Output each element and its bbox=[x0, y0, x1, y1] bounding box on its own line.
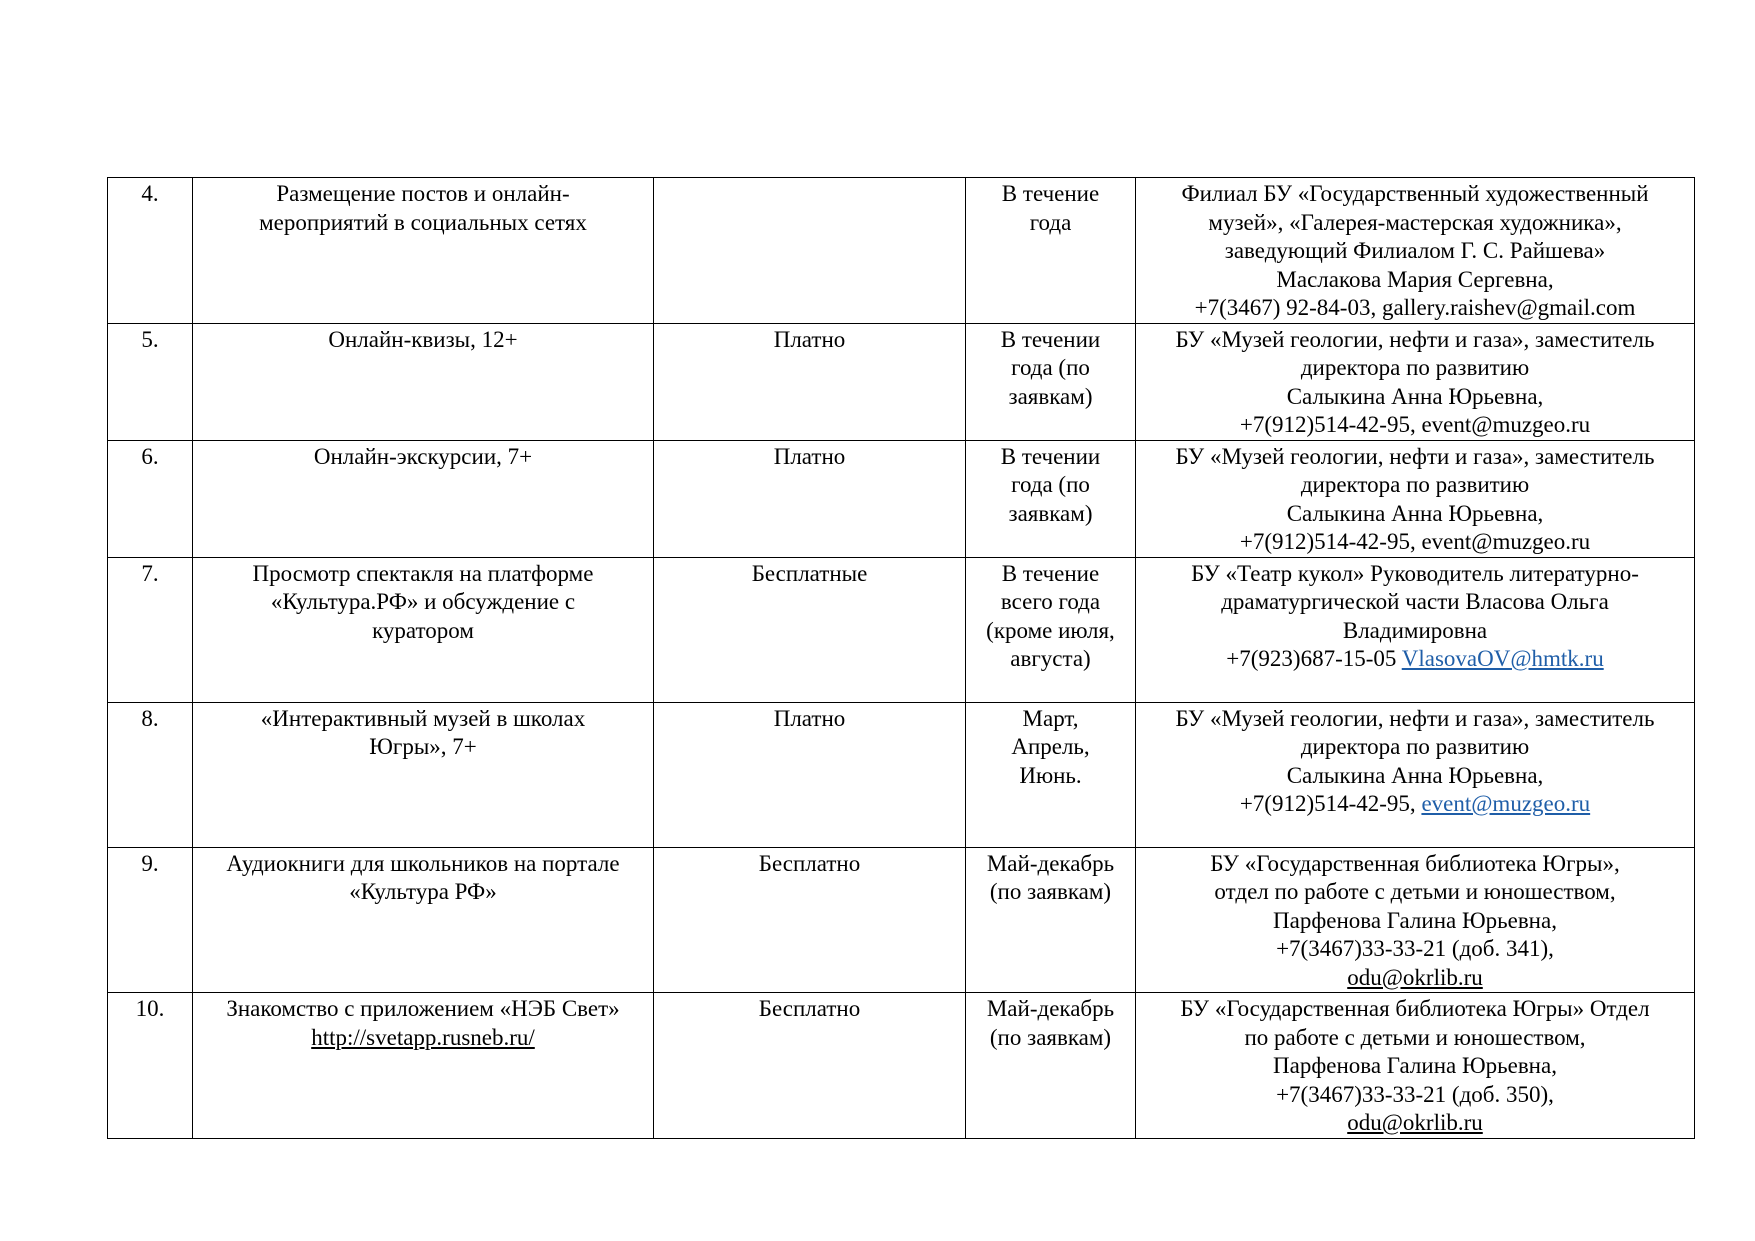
organizer-contact: БУ «Музей геологии, нефти и газа», заместитель директора по развитию Салыкина Анна Юрьевна, +7(912)514-42-95, event@muzgeo.ru bbox=[1136, 323, 1695, 440]
row-number: 10. bbox=[108, 993, 193, 1139]
organizer-phone: +7(923)687-15-05 bbox=[1226, 646, 1397, 671]
organizer-contact: БУ «Музей геологии, нефти и газа», заместитель директора по развитию Салыкина Анна Юрьевна, +7(912)514-42-95, event@muzgeo.ru bbox=[1136, 440, 1695, 557]
table-row bbox=[108, 178, 1695, 324]
email-link[interactable]: VlasovaOV@hmtk.ru bbox=[1401, 646, 1604, 671]
event-name: Размещение постов и онлайн- мероприятий в социальных сетях bbox=[193, 178, 654, 324]
organizer-phone: +7(912)514-42-95, bbox=[1239, 791, 1416, 816]
row-number: 5. bbox=[108, 323, 193, 440]
payment-type: Платно bbox=[654, 440, 966, 557]
payment-type: Платно bbox=[654, 323, 966, 440]
table-row bbox=[108, 702, 1695, 847]
table-row bbox=[108, 440, 1695, 557]
table-row bbox=[108, 847, 1695, 993]
table-row bbox=[108, 557, 1695, 702]
event-period: В течение всего года (кроме июля, августа) bbox=[966, 557, 1136, 702]
email-link[interactable]: odu@okrlib.ru bbox=[1347, 1110, 1483, 1135]
email-link[interactable]: event@muzgeo.ru bbox=[1421, 791, 1591, 816]
row-number: 7. bbox=[108, 557, 193, 702]
event-period: В течении года (по заявкам) bbox=[966, 323, 1136, 440]
organizer-contact: БУ «Государственная библиотека Югры», отдел по работе с детьми и юношеством, Парфенова Галина Юрьевна, +7(3467)33-33-21 (доб. 341), odu@okrlib.ru bbox=[1136, 847, 1695, 993]
organizer-contact: БУ «Государственная библиотека Югры» Отдел по работе с детьми и юношеством, Парфенова Галина Юрьевна, +7(3467)33-33-21 (доб. 350), odu@okrlib.ru bbox=[1136, 993, 1695, 1139]
payment-type: Бесплатно bbox=[654, 993, 966, 1139]
organizer-contact: Филиал БУ «Государственный художественный музей», «Галерея-мастерская художника», заведующий Филиалом Г. С. Райшева» Маслакова Мария Сергевна, +7(3467) 92-84-03, gallery.raishev@gmail.com bbox=[1136, 178, 1695, 324]
payment-type bbox=[654, 178, 966, 324]
event-name: Онлайн-экскурсии, 7+ bbox=[193, 440, 654, 557]
payment-type: Бесплатные bbox=[654, 557, 966, 702]
event-period: В течение года bbox=[966, 178, 1136, 324]
row-number: 8. bbox=[108, 702, 193, 847]
row-number: 4. bbox=[108, 178, 193, 324]
event-period: Май-декабрь (по заявкам) bbox=[966, 993, 1136, 1139]
organizer-contact: БУ «Музей геологии, нефти и газа», заместитель директора по развитию Салыкина Анна Юрьевна, +7(912)514-42-95, event@muzgeo.ru bbox=[1136, 702, 1695, 847]
event-name: Онлайн-квизы, 12+ bbox=[193, 323, 654, 440]
organizer-contact: БУ «Театр кукол» Руководитель литературно- драматургической части Власова Ольга Владимировна +7(923)687-15-05 VlasovaOV@hmtk.ru bbox=[1136, 557, 1695, 702]
table-row bbox=[108, 993, 1695, 1139]
event-period: В течении года (по заявкам) bbox=[966, 440, 1136, 557]
event-name: «Интерактивный музей в школах Югры», 7+ bbox=[193, 702, 654, 847]
payment-type: Платно bbox=[654, 702, 966, 847]
table-row bbox=[108, 323, 1695, 440]
row-number: 9. bbox=[108, 847, 193, 993]
payment-type: Бесплатно bbox=[654, 847, 966, 993]
event-period: Март, Апрель, Июнь. bbox=[966, 702, 1136, 847]
event-name: Знакомство с приложением «НЭБ Свет» http://svetapp.rusneb.ru/ bbox=[193, 993, 654, 1139]
event-name: Просмотр спектакля на платформе «Культура.РФ» и обсуждение с куратором bbox=[193, 557, 654, 702]
website-link[interactable]: http://svetapp.rusneb.ru/ bbox=[311, 1024, 535, 1050]
events-table bbox=[107, 177, 1695, 1139]
event-name: Аудиокниги для школьников на портале «Культура РФ» bbox=[193, 847, 654, 993]
email-link[interactable]: odu@okrlib.ru bbox=[1347, 964, 1483, 990]
row-number: 6. bbox=[108, 440, 193, 557]
event-period: Май-декабрь (по заявкам) bbox=[966, 847, 1136, 993]
